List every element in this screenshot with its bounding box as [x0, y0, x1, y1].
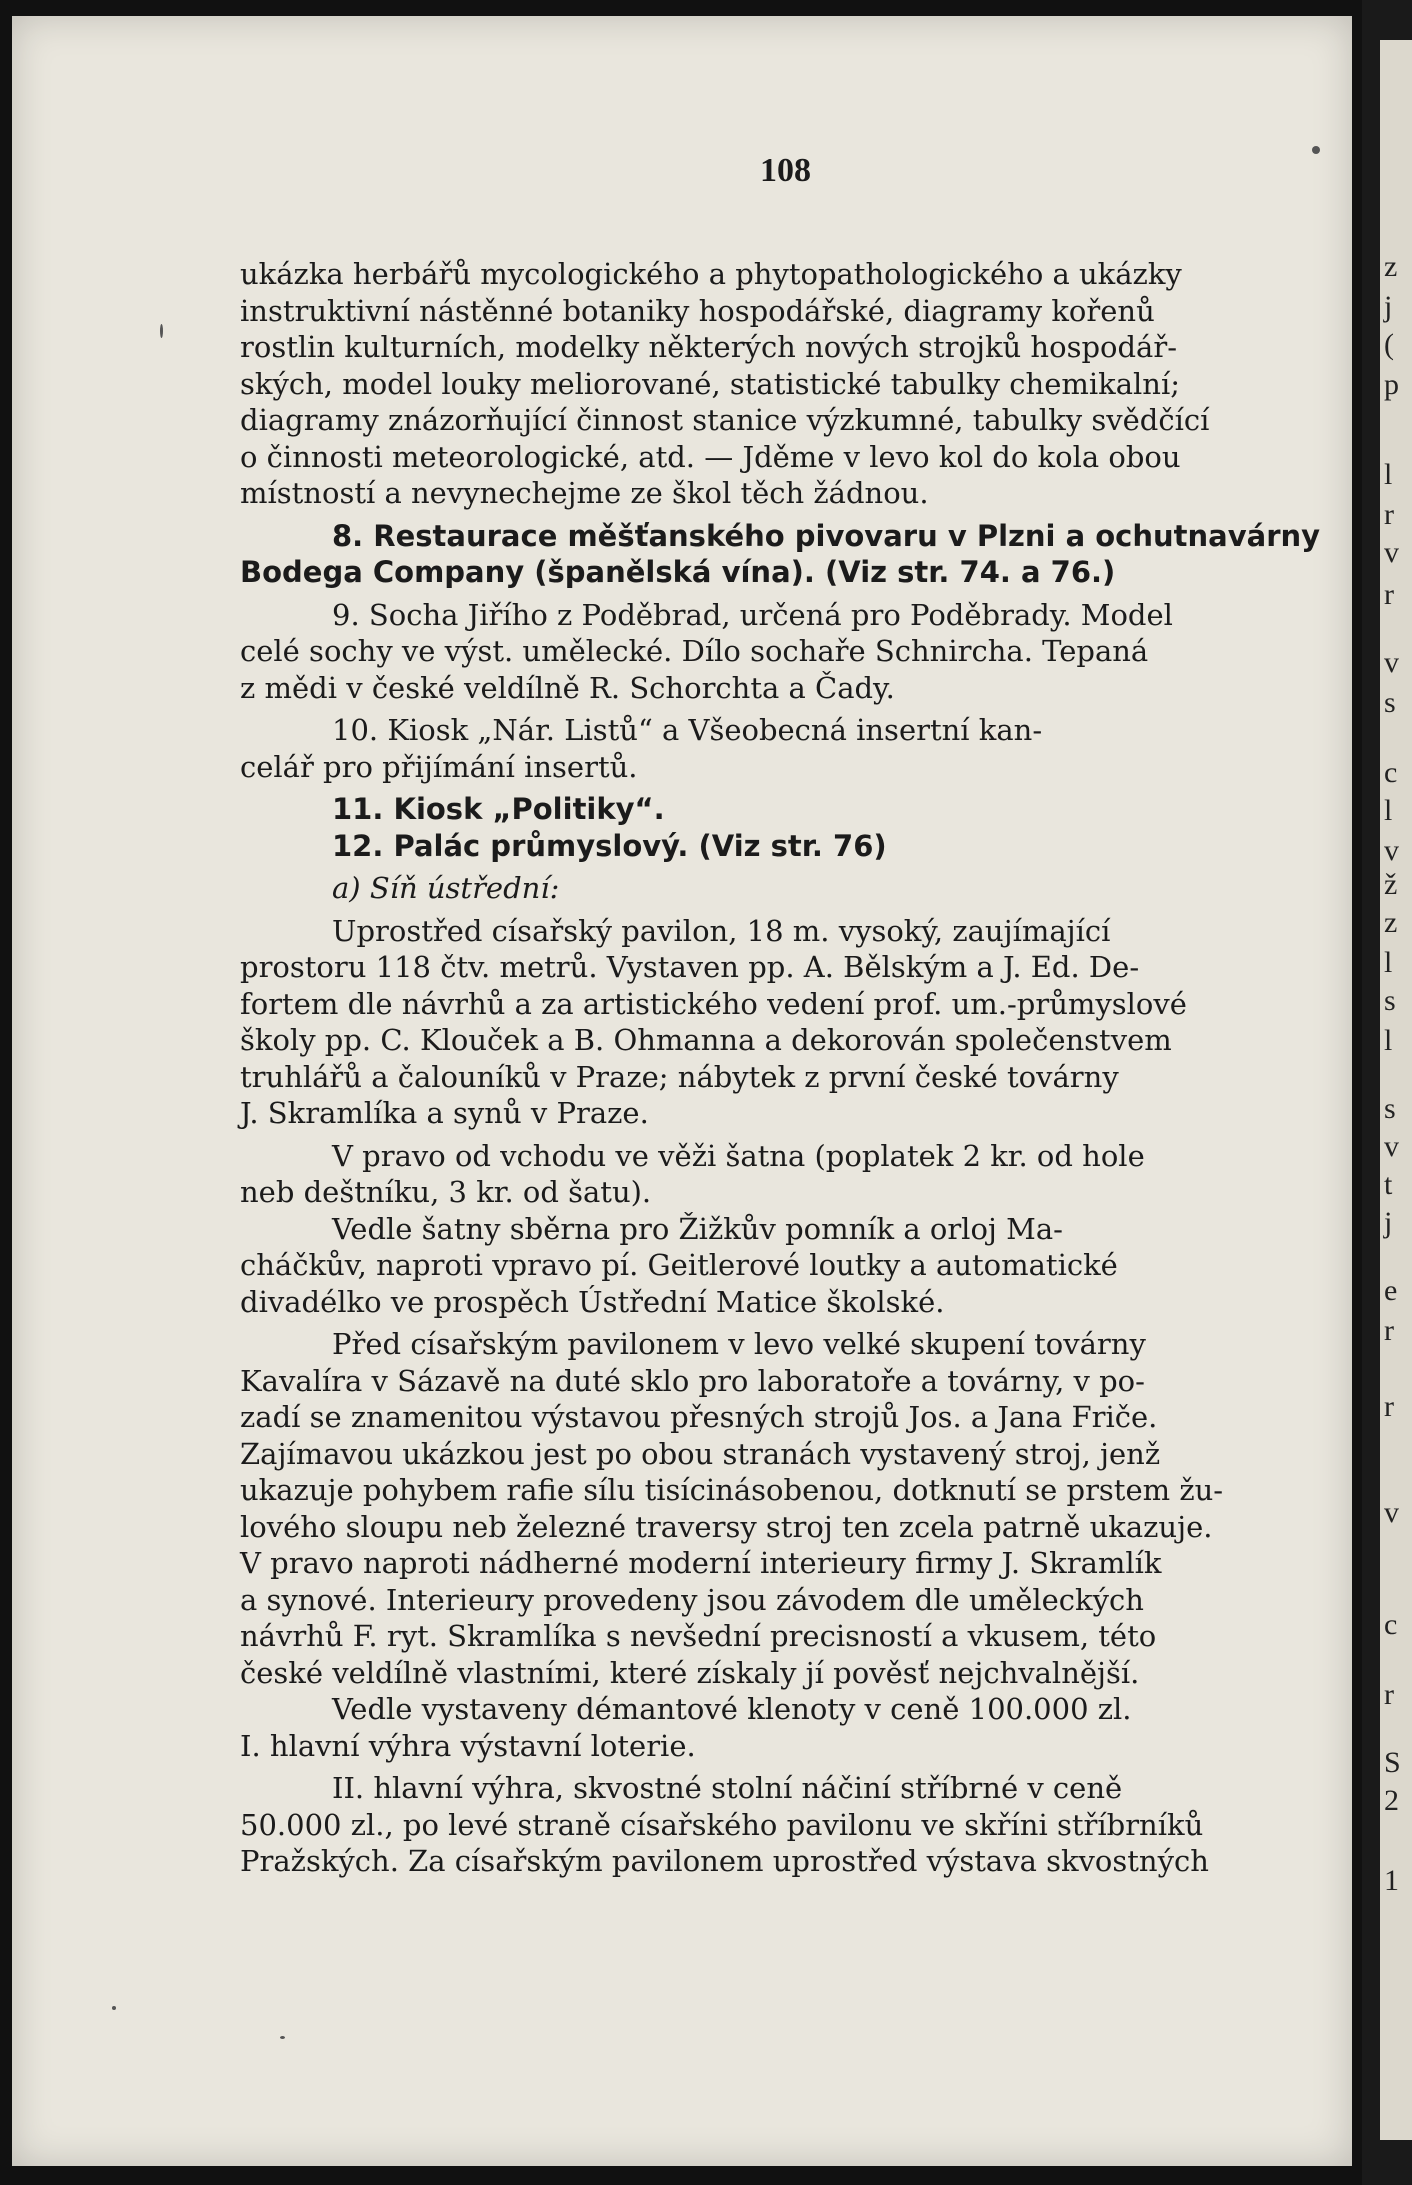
- text-line: neb deštníku, 3 kr. od šatu).: [240, 1175, 652, 1209]
- text-line: 50.000 zl., po levé straně císařského pavilonu ve skříni stříbrníků: [240, 1807, 1204, 1842]
- edge-letter: r: [1384, 1678, 1394, 1711]
- text-line: české veldílně vlastními, které získaly jí pověsť nejchvalnější.: [240, 1655, 1140, 1690]
- edge-letter: v: [1384, 834, 1399, 867]
- paper-speck: [280, 2036, 285, 2039]
- text-line: V pravo od vchodu ve věži šatna (poplatek 2 kr. od hole: [332, 1138, 1145, 1173]
- edge-letter: 1: [1384, 1864, 1399, 1897]
- text-line: ských, model louky meliorované, statistické tabulky chemikalní;: [240, 366, 1181, 401]
- paper-speck: [160, 324, 163, 338]
- edge-letter: r: [1384, 578, 1394, 611]
- item-heading: 12. Palác průmyslový. (Viz str. 76): [332, 828, 887, 863]
- item-heading: 9. Socha Jiřího z Poděbrad, určená pro Poděbrady. Model: [332, 597, 1173, 632]
- edge-letter: s: [1384, 686, 1396, 719]
- text-line: cháčkův, naproti vpravo pí. Geitlerové loutky a automatické: [240, 1248, 1118, 1282]
- text-line: zadí se znamenitou výstavou přesných strojů Jos. a Jana Friče.: [240, 1400, 1158, 1434]
- edge-letter: 2: [1384, 1784, 1399, 1817]
- book-page: [12, 16, 1352, 2166]
- edge-letter: p: [1384, 368, 1399, 401]
- edge-letter: v: [1384, 1496, 1399, 1529]
- text-line: a synové. Interieury provedeny jsou závodem dle uměleckých: [240, 1582, 1144, 1617]
- item-heading: 10. Kiosk „Nár. Listů“ a Všeobecná insertní kan-: [332, 713, 1043, 747]
- text-line: Pražských. Za císařským pavilonem uprostřed výstava skvostných: [240, 1844, 1209, 1878]
- text-line: Kavalíra v Sázavě na duté sklo pro laboratoře a továrny, v po-: [240, 1363, 1145, 1398]
- edge-letter: r: [1384, 498, 1394, 531]
- text-line: instruktivní nástěnné botaniky hospodářské, diagramy kořenů: [240, 293, 1155, 328]
- text-line: fortem dle návrhů a za artistického vedení prof. um.-průmyslové: [240, 986, 1187, 1021]
- edge-letter: t: [1384, 1168, 1393, 1201]
- edge-letter: S: [1384, 1746, 1401, 1779]
- edge-letter: l: [1384, 458, 1393, 491]
- text-line: I. hlavní výhra výstavní loterie.: [240, 1728, 696, 1763]
- edge-letter: c: [1384, 756, 1398, 789]
- edge-letter: r: [1384, 1314, 1394, 1347]
- text-line: ukazuje pohybem rafie sílu tisícinásobenou, dotknutí se prstem žu-: [240, 1473, 1224, 1507]
- text-line: truhlářů a čalouníků v Praze; nábytek z první české továrny: [240, 1059, 1119, 1094]
- text-line: diagramy znázorňující činnost stanice výzkumné, tabulky svědčící: [240, 403, 1210, 437]
- edge-letter: l: [1384, 1024, 1393, 1057]
- text-line: Uprostřed císařský pavilon, 18 m. vysoký, zaujímající: [332, 913, 1111, 948]
- text-line: návrhů F. ryt. Skramlíka s nevšední precisností a vkusem, této: [240, 1619, 1157, 1653]
- text-line: II. hlavní výhra, skvostné stolní náčiní stříbrné v ceně: [332, 1771, 1123, 1805]
- text-line: školy pp. C. Klouček a B. Ohmanna a dekorován společenstvem: [240, 1023, 1172, 1057]
- text-line: lového sloupu neb železné traversy stroj ten zcela patrně ukazuje.: [240, 1509, 1213, 1544]
- text-line: divadélko ve prospěch Ústřední Matice školské.: [240, 1284, 945, 1319]
- text-line: celář pro přijímání insertů.: [240, 749, 638, 784]
- edge-letter: r: [1384, 1390, 1394, 1423]
- edge-letter: s: [1384, 984, 1396, 1017]
- text-line: prostoru 118 čtv. metrů. Vystaven pp. A. Bělským a J. Ed. De-: [240, 950, 1140, 984]
- text-line: celé sochy ve výst. umělecké. Dílo sochaře Schnircha. Tepaná: [240, 634, 1149, 668]
- text-line: Před císařským pavilonem v levo velké skupení továrny: [332, 1327, 1146, 1361]
- edge-letter: s: [1384, 1092, 1396, 1125]
- edge-letter: l: [1384, 794, 1393, 827]
- text-line: Vedle vystaveny démantové klenoty v ceně 100.000 zl.: [332, 1692, 1132, 1726]
- edge-letter: e: [1384, 1274, 1398, 1307]
- page-body-text: [240, 256, 1348, 1880]
- item-heading: 8. Restaurace měšťanského pivovaru v Plzni a ochutnavárny: [332, 518, 1321, 553]
- next-page-edge: [1380, 40, 1412, 2140]
- text-line: ukázka herbářů mycologického a phytopathologického a ukázky: [240, 257, 1182, 291]
- edge-letter: v: [1384, 646, 1399, 679]
- text-line: Vedle šatny sběrna pro Žižkův pomník a orloj Ma-: [332, 1211, 1063, 1246]
- text-line: Bodega Company (španělská vína). (Viz str. 74. a 76.): [240, 555, 1116, 589]
- text-line: J. Skramlíka a synů v Praze.: [240, 1096, 649, 1130]
- edge-letter: z: [1384, 250, 1398, 283]
- text-line: místností a nevynechejme ze škol těch žádnou.: [240, 476, 929, 510]
- edge-letter: v: [1384, 1130, 1399, 1163]
- text-line: rostlin kulturních, modelky některých nových strojků hospodář-: [240, 330, 1177, 364]
- text-line: V pravo naproti nádherné moderní interieury firmy J. Skramlík: [240, 1546, 1162, 1580]
- edge-letter: c: [1384, 1608, 1398, 1641]
- edge-letter: (: [1384, 328, 1394, 361]
- text-line: o činnosti meteorologické, atd. — Jděme v levo kol do kola obou: [240, 439, 1181, 474]
- edge-letter: j: [1384, 1206, 1393, 1239]
- edge-letter: v: [1384, 536, 1399, 569]
- paper-speck: [1312, 146, 1320, 154]
- paper-speck: [112, 2006, 116, 2010]
- text-line: Zajímavou ukázkou jest po obou stranách vystavený stroj, jenž: [240, 1436, 1161, 1471]
- section-subheading: a) Síň ústřední:: [332, 871, 560, 905]
- item-heading: 11. Kiosk „Politiky“.: [332, 792, 665, 826]
- edge-letter: l: [1384, 946, 1393, 979]
- page-number: 108: [760, 152, 811, 189]
- edge-letter: z: [1384, 906, 1398, 939]
- edge-letter: j: [1384, 290, 1393, 323]
- text-line: z mědi v české veldílně R. Schorchta a Čady.: [240, 670, 895, 705]
- edge-letter: ž: [1384, 868, 1398, 901]
